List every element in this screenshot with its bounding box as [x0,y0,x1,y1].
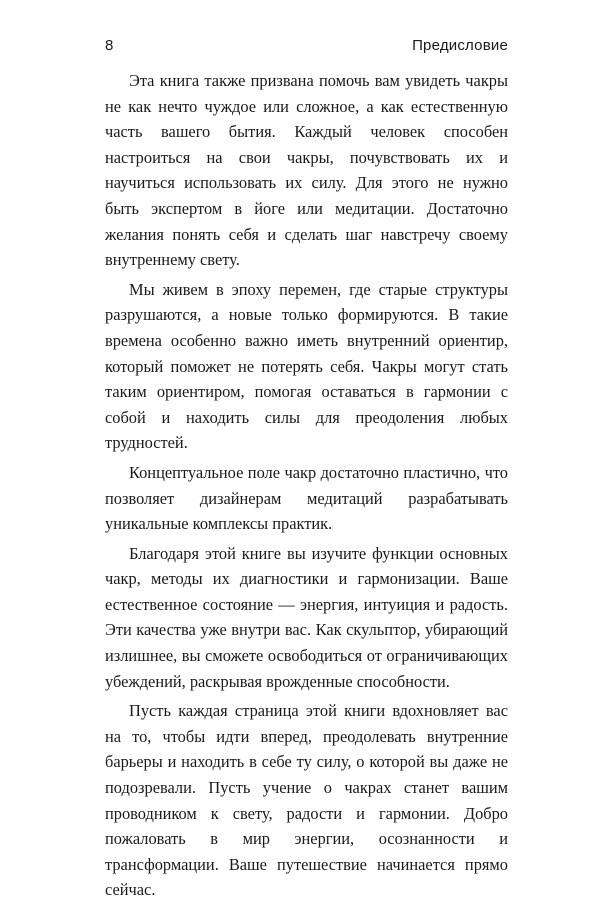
body-text [105,68,508,903]
paragraph: Эта книга также призвана помочь вам увидеть чакры не как нечто чуждое или сложное, а как естественную часть вашего бытия. Каждый человек способен настроиться на свои чакры, почувствовать их и научиться использовать их силу. Для этого не нужно быть экспертом в йоге или медитации. Достаточно желания понять себя и сделать шаг навстречу своему внутреннему свету. [105,71,508,270]
section-title: Предисловие [412,37,508,54]
paragraph: Благодаря этой книге вы изучите функции основных чакр, методы их диагностики и гармонизации. Ваше естественное состояние — энергия, интуиция и радость. Эти качества уже внутри вас. Как скульптор, убирающий излишнее, вы сможете освободиться от ограничивающих убеждений, раскрывая врожденные способности. [105,543,508,691]
paragraph: Мы живем в эпоху перемен, где старые структуры разрушаются, а новые только формируются. В такие времена особенно важно иметь внутренний ориентир, который поможет не потерять себя. Чакры могут стать таким ориентиром, помогая оставаться в гармонии с собой и находить силы для преодоления любых трудностей. [105,279,508,453]
page-number: 8 [105,37,114,54]
paragraph: Концептуальное поле чакр достаточно пластично, что позволяет дизайнерам медитаций разрабатывать уникальные комплексы практик. [105,462,508,534]
running-header [105,37,508,54]
paragraph: Пусть каждая страница этой книги вдохновляет вас на то, чтобы идти вперед, преодолевать внутренние барьеры и находить в себе ту силу, о которой вы даже не подозревали. Пусть учение о чакрах станет вашим проводником к свету, радости и гармонии. Добро пожаловать в мир энергии, осознанности и трансформации. Ваше путешествие начинается прямо сейчас. [105,701,508,900]
